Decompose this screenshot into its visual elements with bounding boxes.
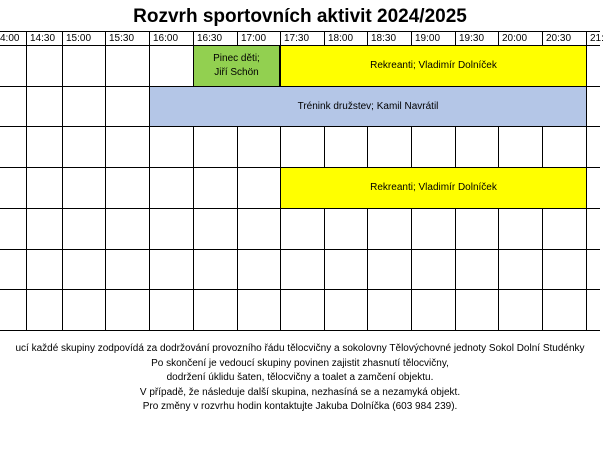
page-title: Rozvrh sportovních aktivit 2024/2025 — [133, 6, 467, 27]
time-label-1630: 16:30 — [197, 33, 223, 44]
time-label-1430: 14:30 — [30, 33, 56, 44]
activity-rekreanti-1 — [281, 46, 586, 86]
time-label-1730: 17:30 — [284, 33, 310, 44]
time-label-1400: 4:00 — [0, 33, 20, 44]
note-line-1: ucí každé skupiny zodpovídá za dodržování provozního řádu tělocvičny a sokolovny Tělovýchovné jednoty Sokol Dolní Studénky — [15, 343, 585, 354]
note-line-4: V případě, že následuje další skupina, nezhasíná se a nezamyká objekt. — [139, 386, 461, 398]
time-label-1930: 19:30 — [459, 33, 485, 44]
schedule-notes — [0, 342, 600, 415]
time-label-1530: 15:30 — [109, 33, 135, 44]
time-label-2000: 20:00 — [502, 33, 528, 44]
time-label-2100: 21: — [590, 33, 604, 44]
activity-line-2: Jiří Schön — [214, 67, 259, 78]
activity-rekreanti-2 — [281, 168, 586, 208]
activity-trenink-druzstev — [150, 87, 586, 126]
time-label-1830: 18:30 — [371, 33, 397, 44]
activity-label: Trénink družstev; Kamil Navrátil — [297, 100, 439, 112]
note-line-2: Po skončení je vedoucí skupiny povinen zajistit zhasnutí tělocvičny, — [151, 357, 449, 369]
note-line-3: dodržení úklidu šaten, tělocvičny a toalet a zamčení objektu. — [166, 372, 434, 383]
activity-pinec-deti — [194, 46, 280, 86]
time-label-1700: 17:00 — [241, 33, 267, 44]
time-label-2030: 20:30 — [546, 33, 572, 44]
time-label-1900: 19:00 — [415, 33, 441, 44]
activity-label: Rekreanti; Vladimír Dolníček — [370, 60, 497, 71]
time-label-1500: 15:00 — [66, 33, 92, 44]
time-label-1600: 16:00 — [153, 33, 179, 44]
note-line-5: Pro změny v rozvrhu hodin kontaktujte Jakuba Dolníčka (603 984 239). — [142, 401, 458, 412]
activity-label: Rekreanti; Vladimír Dolníček — [370, 182, 497, 193]
time-label-1800: 18:00 — [328, 33, 354, 44]
activity-line-1: Pinec děti; — [213, 53, 260, 64]
